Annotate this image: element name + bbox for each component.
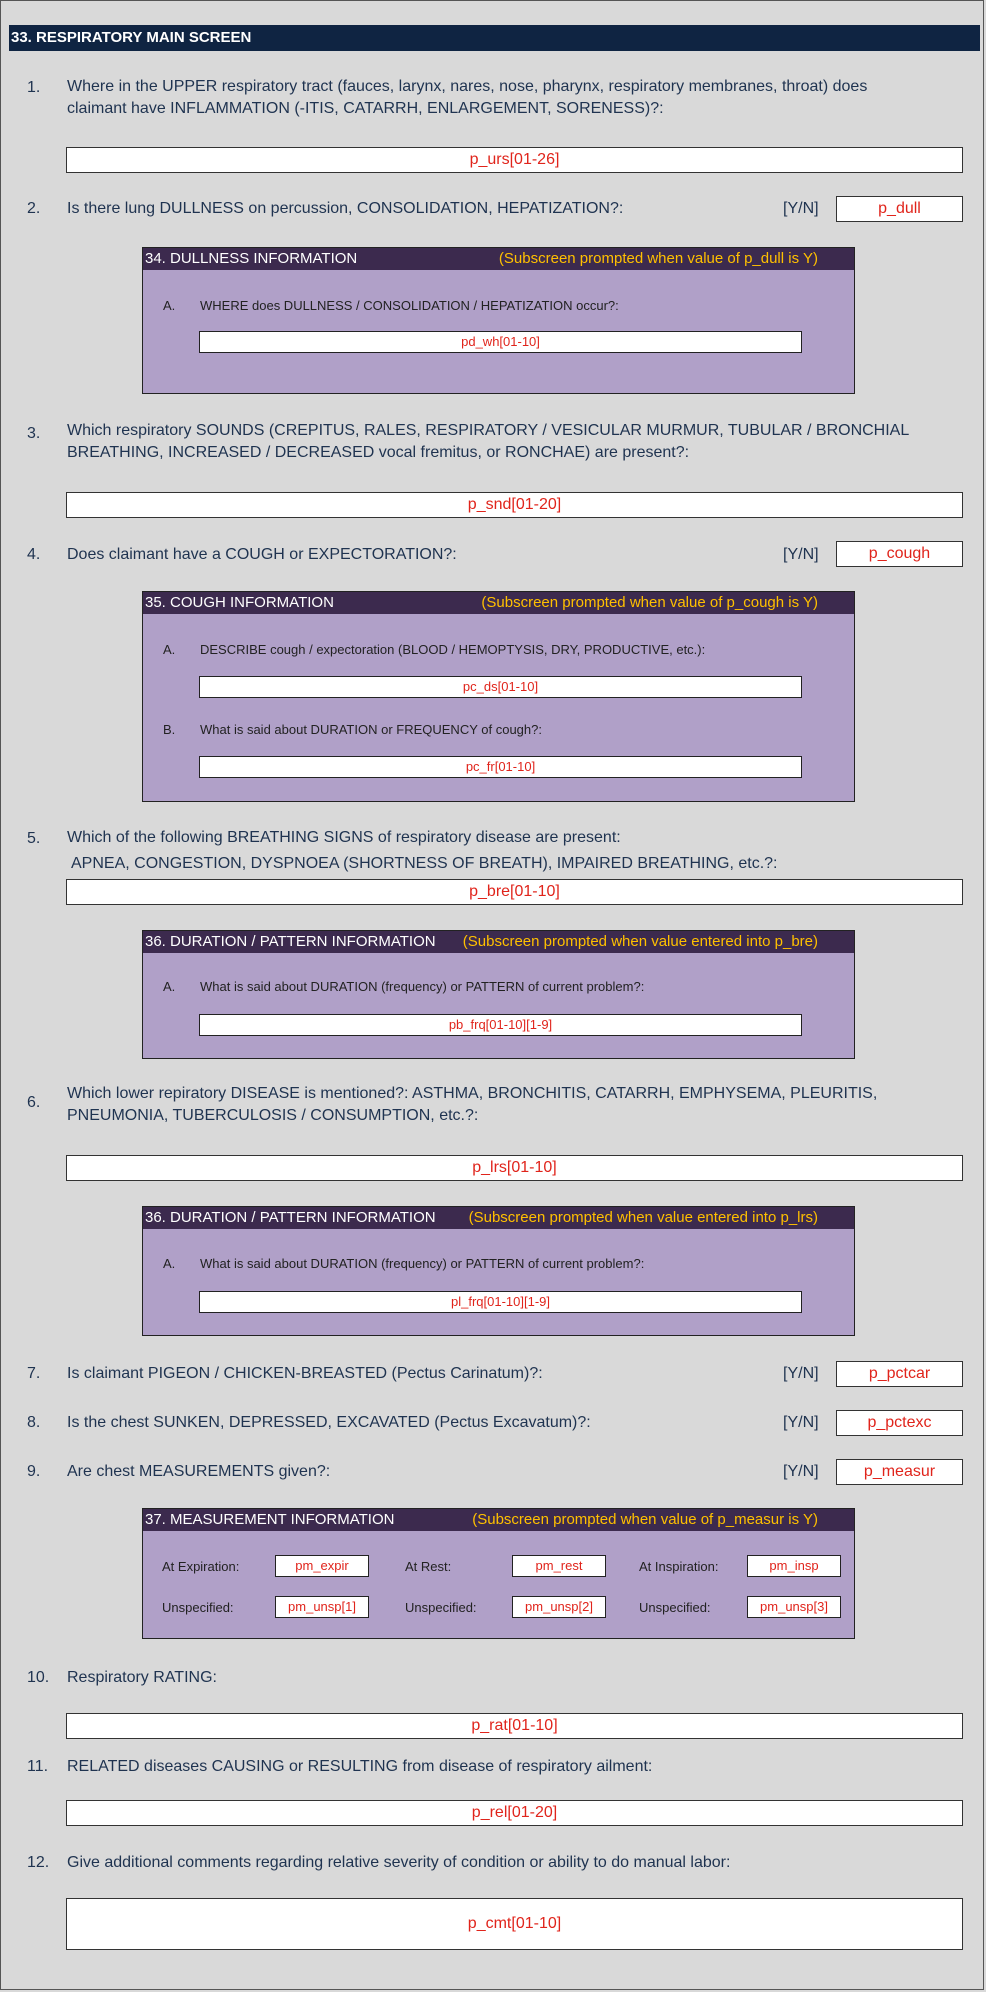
pm-unsp-2-field[interactable]: pm_unsp[2] [512, 1596, 606, 1618]
q6-number: 6. [27, 1094, 41, 1111]
item-label-a: A. [163, 1256, 176, 1271]
subscreen-title: 34. DULLNESS INFORMATION [145, 250, 358, 267]
cough-duration-question: What is said about DURATION or FREQUENCY of cough?: [200, 722, 542, 737]
pd-wh-field[interactable]: pd_wh[01-10] [199, 331, 802, 353]
subscreen-note: (Subscreen prompted when value entered into p_bre) [462, 933, 818, 950]
inspiration-label: At Inspiration: [639, 1559, 719, 1574]
item-label-a: A. [163, 642, 176, 657]
q7-yn-label: [Y/N] [783, 1365, 819, 1382]
subscreen-note: (Subscreen prompted when value of p_dull is Y) [498, 250, 818, 267]
q5-text-line2: APNEA, CONGESTION, DYSPNOEA (SHORTNESS OF BREATH), IMPAIRED BREATHING, etc.?: [71, 855, 778, 872]
q9-yn-label: [Y/N] [783, 1463, 819, 1480]
p-lrs-field[interactable]: p_lrs[01-10] [66, 1155, 963, 1181]
q4-number: 4. [27, 546, 41, 563]
q7-number: 7. [27, 1365, 41, 1382]
rest-label: At Rest: [405, 1559, 452, 1574]
q12-text: Give additional comments regarding relative severity of condition or ability to do manual labor: [67, 1854, 731, 1871]
pl-frq-field[interactable]: pl_frq[01-10][1-9] [199, 1291, 802, 1313]
item-label-a: A. [163, 298, 176, 313]
subscreen-note: (Subscreen prompted when value of p_cough is Y) [481, 594, 818, 611]
p-bre-field[interactable]: p_bre[01-10] [66, 879, 963, 905]
q3-number: 3. [27, 425, 41, 442]
pm-unsp-3-field[interactable]: pm_unsp[3] [747, 1596, 841, 1618]
p-measur-field[interactable]: p_measur [836, 1459, 963, 1485]
p-pctcar-field[interactable]: p_pctcar [836, 1361, 963, 1387]
subscreen-title: 36. DURATION / PATTERN INFORMATION [145, 933, 436, 950]
pm-rest-field[interactable]: pm_rest [512, 1555, 606, 1577]
p-cmt-field[interactable]: p_cmt[01-10] [66, 1898, 963, 1950]
unspecified-label: Unspecified: [405, 1600, 477, 1615]
q1-text: Where in the UPPER respiratory tract (fauces, larynx, nares, nose, pharynx, respiratory membranes, throat) does claimant have INFLAMMATION (-ITIS, CATARRH, ENLARGEMENT, SORENESS)?: [67, 78, 868, 117]
breathing-duration-subscreen [142, 930, 855, 1059]
pm-insp-field[interactable]: pm_insp [747, 1555, 841, 1577]
p-rel-field[interactable]: p_rel[01-20] [66, 1800, 963, 1826]
item-label-a: A. [163, 979, 176, 994]
q7-text: Is claimant PIGEON / CHICKEN-BREASTED (Pectus Carinatum)?: [67, 1365, 543, 1382]
pc-ds-field[interactable]: pc_ds[01-10] [199, 676, 802, 698]
q9-number: 9. [27, 1463, 41, 1480]
cough-describe-question: DESCRIBE cough / expectoration (BLOOD / HEMOPTYSIS, DRY, PRODUCTIVE, etc.): [200, 642, 706, 657]
p-cough-field[interactable]: p_cough [836, 541, 963, 567]
pm-unsp-1-field[interactable]: pm_unsp[1] [275, 1596, 369, 1618]
unspecified-label: Unspecified: [639, 1600, 711, 1615]
pm-expir-field[interactable]: pm_expir [275, 1555, 369, 1577]
p-urs-field[interactable]: p_urs[01-26] [66, 147, 963, 173]
q8-text: Is the chest SUNKEN, DEPRESSED, EXCAVATED (Pectus Excavatum)?: [67, 1414, 591, 1431]
unspecified-label: Unspecified: [162, 1600, 234, 1615]
cough-subscreen [142, 591, 855, 802]
p-dull-field[interactable]: p_dull [836, 196, 963, 222]
q2-text: Is there lung DULLNESS on percussion, CONSOLIDATION, HEPATIZATION?: [67, 200, 624, 217]
q10-number: 10. [27, 1669, 50, 1686]
q3-text: Which respiratory SOUNDS (CREPITUS, RALES, RESPIRATORY / VESICULAR MURMUR, TUBULAR / BRONCHIAL BREATHING, INCREASED / DECREASED vocal fremitus, or RONCHAE) are present?: [67, 422, 909, 461]
q12-number: 12. [27, 1854, 50, 1871]
q5-text: Which of the following BREATHING SIGNS of respiratory disease are present: [67, 829, 621, 846]
q8-number: 8. [27, 1414, 41, 1431]
q6-text: Which lower repiratory DISEASE is mentioned?: ASTHMA, BRONCHITIS, CATARRH, EMPHYSEMA, PLEURITIS, PNEUMONIA, TUBERCULOSIS / CONSUMPTION, etc.?: [67, 1085, 878, 1124]
q2-number: 2. [27, 200, 41, 217]
p-rat-field[interactable]: p_rat[01-10] [66, 1713, 963, 1739]
subscreen-title: 36. DURATION / PATTERN INFORMATION [145, 1209, 436, 1226]
dullness-subscreen [142, 247, 855, 394]
pc-fr-field[interactable]: pc_fr[01-10] [199, 756, 802, 778]
q11-text: RELATED diseases CAUSING or RESULTING from disease of respiratory ailment: [67, 1758, 653, 1775]
pb-frq-field[interactable]: pb_frq[01-10][1-9] [199, 1014, 802, 1036]
disease-duration-question: What is said about DURATION (frequency) or PATTERN of current problem?: [200, 1256, 645, 1271]
subscreen-note: (Subscreen prompted when value entered into p_lrs) [468, 1209, 818, 1226]
q4-text: Does claimant have a COUGH or EXPECTORATION?: [67, 546, 457, 563]
q1-number: 1. [27, 79, 41, 96]
p-snd-field[interactable]: p_snd[01-20] [66, 492, 963, 518]
q9-text: Are chest MEASUREMENTS given?: [67, 1463, 331, 1480]
breathing-duration-question: What is said about DURATION (frequency) or PATTERN of current problem?: [200, 979, 645, 994]
expiration-label: At Expiration: [162, 1559, 240, 1574]
item-label-b: B. [163, 722, 176, 737]
subscreen-note: (Subscreen prompted when value of p_measur is Y) [472, 1511, 818, 1528]
p-pctexc-field[interactable]: p_pctexc [836, 1410, 963, 1436]
q10-text: Respiratory RATING: [67, 1669, 217, 1686]
q5-number: 5. [27, 830, 41, 847]
measurement-subscreen [142, 1508, 855, 1639]
disease-duration-subscreen [142, 1206, 855, 1336]
subscreen-title: 35. COUGH INFORMATION [145, 594, 334, 611]
q8-yn-label: [Y/N] [783, 1414, 819, 1431]
q4-yn-label: [Y/N] [783, 546, 819, 563]
screen-title: 33. RESPIRATORY MAIN SCREEN [9, 25, 980, 51]
q11-number: 11. [27, 1758, 49, 1775]
q2-yn-label: [Y/N] [783, 200, 819, 217]
subscreen-title: 37. MEASUREMENT INFORMATION [145, 1511, 395, 1528]
dullness-location-question: WHERE does DULLNESS / CONSOLIDATION / HEPATIZATION occur?: [200, 298, 619, 313]
